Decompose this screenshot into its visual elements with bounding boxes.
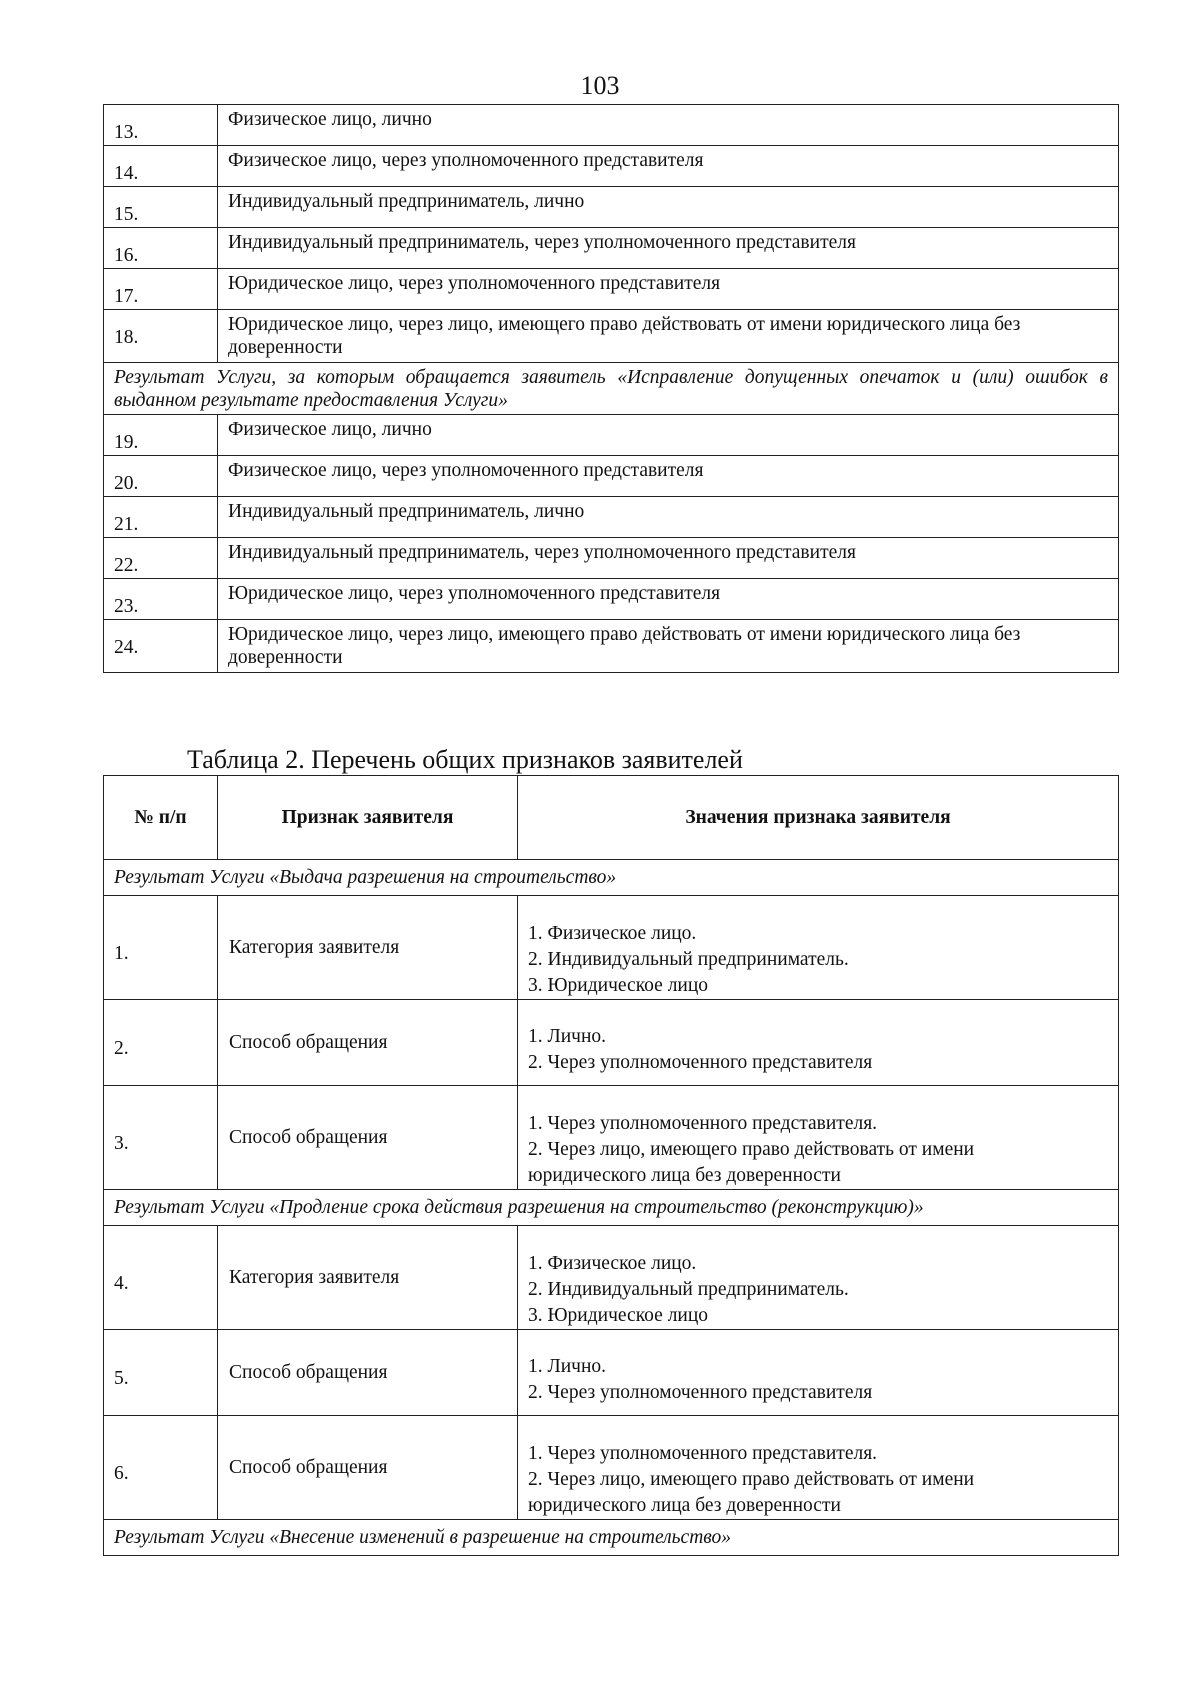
row-text: Индивидуальный предприниматель, через уполномоченного представителя	[218, 228, 1119, 269]
value-line: 3. Юридическое лицо	[528, 1305, 709, 1326]
row-text: Юридическое лицо, через уполномоченного представителя	[218, 269, 1119, 310]
value-line: юридического лица без доверенности	[528, 1165, 841, 1186]
row-number: 22.	[104, 538, 218, 579]
table-row	[104, 456, 1119, 497]
column-header-values: Значения признака заявителя	[518, 776, 1119, 860]
value-line: 2. Через уполномоченного представителя	[528, 1051, 873, 1073]
section-title: Результат Услуги, за которым обращается заявитель «Исправление допущенных опечаток и (или) ошибок в выданном результате предоставления Услуги»	[104, 363, 1119, 415]
section-row	[104, 1520, 1119, 1556]
table-row	[104, 105, 1119, 146]
attribute-values	[518, 1226, 1119, 1330]
row-text: Юридическое лицо, через лицо, имеющего право действовать от имени юридического лица без доверенности	[218, 620, 1119, 673]
attribute-name: Способ обращения	[218, 1000, 518, 1086]
row-text: Юридическое лицо, через лицо, имеющего право действовать от имени юридического лица без доверенности	[218, 310, 1119, 363]
value-line: 1. Лично.	[528, 1355, 607, 1377]
value-line: 1. Через уполномоченного представителя.	[528, 1113, 878, 1134]
row-number: 23.	[104, 579, 218, 620]
row-number: 3.	[114, 1132, 129, 1154]
table-row	[104, 1330, 1119, 1416]
row-number: 24.	[104, 620, 218, 673]
attribute-values	[518, 1000, 1119, 1086]
table-row	[104, 228, 1119, 269]
row-number: 20.	[104, 456, 218, 497]
attribute-name: Способ обращения	[218, 1416, 518, 1520]
table-row	[104, 310, 1119, 363]
row-text: Физическое лицо, через уполномоченного представителя	[218, 456, 1119, 497]
row-number: 2.	[114, 1037, 129, 1059]
page-number: 103	[580, 71, 620, 100]
section-title: Результат Услуги «Продление срока действия разрешения на строительство (реконструкцию)»	[104, 1190, 1119, 1226]
table-row	[104, 415, 1119, 456]
attribute-name: Категория заявителя	[218, 896, 518, 1000]
table-row	[104, 620, 1119, 673]
row-number: 19.	[104, 415, 218, 456]
row-number: 5.	[114, 1367, 129, 1389]
row-text: Физическое лицо, через уполномоченного представителя	[218, 146, 1119, 187]
section-row	[104, 1190, 1119, 1226]
row-number: 17.	[104, 269, 218, 310]
section-title: Результат Услуги «Выдача разрешения на строительство»	[104, 860, 1119, 896]
value-line: 1. Лично.	[528, 1025, 607, 1047]
attribute-values	[518, 1416, 1119, 1520]
table-row	[104, 1086, 1119, 1190]
row-text: Физическое лицо, лично	[218, 415, 1119, 456]
column-header-attribute: Признак заявителя	[218, 776, 518, 860]
table-row	[104, 538, 1119, 579]
row-number: 4.	[114, 1272, 129, 1294]
row-number: 6.	[114, 1462, 129, 1484]
table-row	[104, 1416, 1119, 1520]
table-row	[104, 896, 1119, 1000]
section-row	[104, 860, 1119, 896]
value-line: юридического лица без доверенности	[528, 1495, 841, 1516]
row-number: 21.	[104, 497, 218, 538]
row-number: 15.	[104, 187, 218, 228]
column-header-number: № п/п	[104, 776, 218, 860]
value-line: 2. Индивидуальный предприниматель.	[528, 949, 849, 970]
row-text: Индивидуальный предприниматель, лично	[218, 497, 1119, 538]
attribute-name: Категория заявителя	[218, 1226, 518, 1330]
value-line: 2. Через уполномоченного представителя	[528, 1381, 873, 1403]
table-row	[104, 146, 1119, 187]
table-row	[104, 1226, 1119, 1330]
attribute-name: Способ обращения	[218, 1086, 518, 1190]
value-line: 1. Физическое лицо.	[528, 1253, 697, 1274]
table-row	[104, 269, 1119, 310]
attribute-values	[518, 896, 1119, 1000]
value-line: 2. Через лицо, имеющего право действовать от имени	[528, 1469, 975, 1490]
section-row	[104, 363, 1119, 415]
attribute-values	[518, 1330, 1119, 1416]
value-line: 2. Через лицо, имеющего право действовать от имени	[528, 1139, 975, 1160]
table-caption: Таблица 2. Перечень общих признаков заявителей	[187, 745, 743, 774]
value-line: 2. Индивидуальный предприниматель.	[528, 1279, 849, 1300]
table-row	[104, 1000, 1119, 1086]
attribute-values	[518, 1086, 1119, 1190]
row-text: Индивидуальный предприниматель, через уполномоченного представителя	[218, 538, 1119, 579]
value-line: 1. Через уполномоченного представителя.	[528, 1443, 878, 1464]
value-line: 3. Юридическое лицо	[528, 975, 709, 996]
applicant-attributes-table	[103, 775, 1119, 1556]
header-row	[104, 776, 1119, 860]
section-title: Результат Услуги «Внесение изменений в разрешение на строительство»	[104, 1520, 1119, 1556]
applicant-variants-table	[103, 104, 1119, 673]
row-number: 16.	[104, 228, 218, 269]
row-number: 18.	[104, 310, 218, 363]
row-number: 14.	[104, 146, 218, 187]
row-text: Индивидуальный предприниматель, лично	[218, 187, 1119, 228]
attribute-name: Способ обращения	[218, 1330, 518, 1416]
table-row	[104, 497, 1119, 538]
row-text: Юридическое лицо, через уполномоченного представителя	[218, 579, 1119, 620]
row-number: 1.	[114, 942, 129, 964]
value-line: 1. Физическое лицо.	[528, 923, 697, 944]
table-row	[104, 187, 1119, 228]
row-text: Физическое лицо, лично	[218, 105, 1119, 146]
row-number: 13.	[104, 105, 218, 146]
table-row	[104, 579, 1119, 620]
